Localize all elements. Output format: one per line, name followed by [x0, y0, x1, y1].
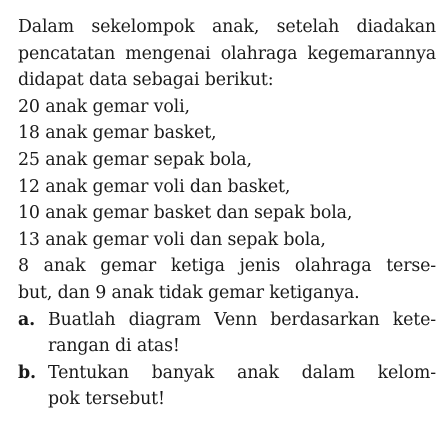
question-marker: b. [18, 362, 36, 383]
fact-line: 18 anak gemar basket, [18, 123, 217, 144]
closing-line: but, dan 9 anak tidak gemar ketiganya. [18, 282, 360, 303]
question-line: pok tersebut! [48, 389, 165, 410]
question-marker: a. [18, 309, 36, 330]
fact-line: 13 anak gemar voli dan sepak bola, [18, 229, 326, 250]
question-a [18, 307, 436, 360]
question-b [18, 360, 436, 413]
intro-line: Dalam sekelompok anak, setelah diadakan [18, 17, 436, 37]
question-line: Buatlah diagram Venn berdasarkan kete- [48, 309, 436, 330]
intro-line: didapat data sebagai berikut: [18, 70, 274, 91]
fact-line: 10 anak gemar basket dan sepak bola, [18, 203, 353, 224]
fact-line: 12 anak gemar voli dan basket, [18, 176, 291, 197]
question-line: Tentukan banyak anak dalam kelom- [48, 362, 436, 383]
problem-text [18, 14, 436, 413]
closing-line: 8 anak gemar ketiga jenis olahraga terse- [18, 256, 436, 277]
fact-line: 20 anak gemar voli, [18, 96, 190, 117]
question-line: rangan di atas! [48, 336, 180, 357]
intro-line: pencatatan mengenai olahraga kegemarannya [18, 43, 436, 64]
fact-line: 25 anak gemar sepak bola, [18, 149, 252, 170]
